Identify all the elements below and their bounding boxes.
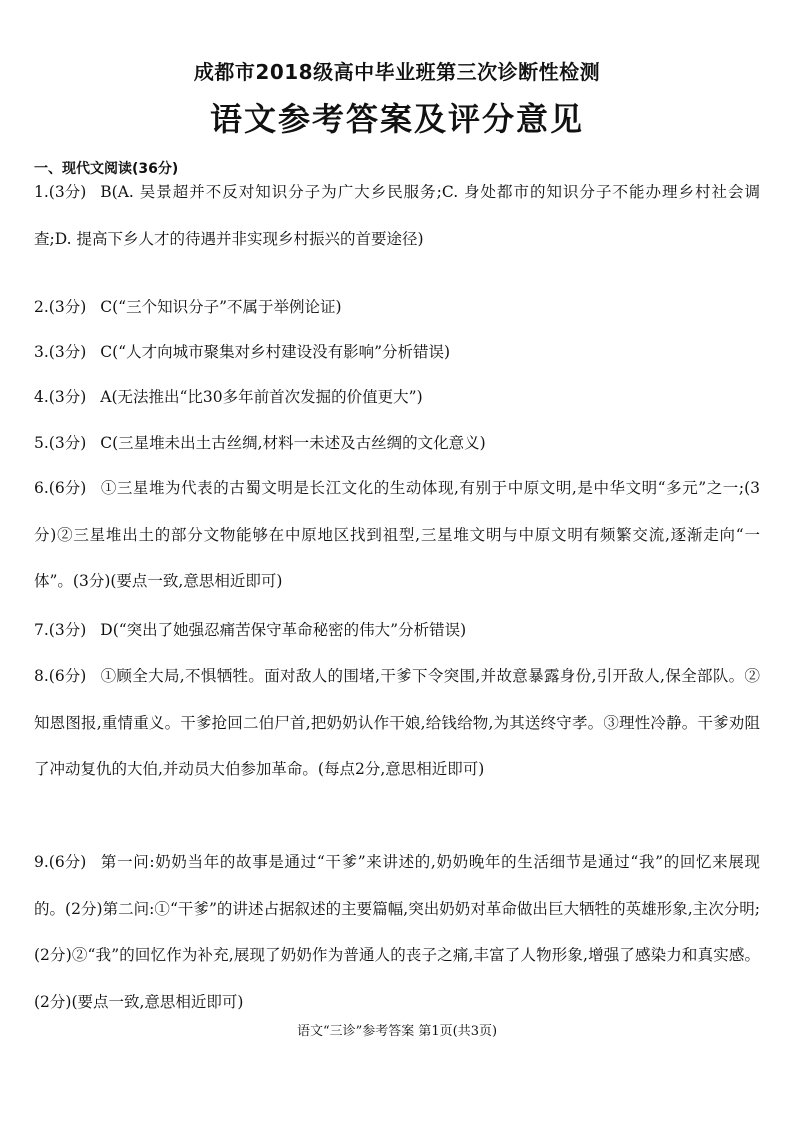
page-title: 语文参考答案及评分意见 <box>209 100 584 138</box>
answer-item-9 <box>34 839 760 1025</box>
exam-subtitle: 成都市2018级高中毕业班第三次诊断性检测 <box>193 60 601 84</box>
answer-item-1 <box>34 169 760 262</box>
item-text: C(三星堆未出土古丝绸,材料一未述及古丝绸的文化意义) <box>100 434 486 452</box>
item-text: D(“突出了她强忍痛苦保守革命秘密的伟大”分析错误) <box>100 621 467 639</box>
item-text: C(“三个知识分子”不属于举例论证) <box>100 298 342 316</box>
item-score: (6分) <box>48 853 87 871</box>
item-number: 6. <box>34 479 49 497</box>
item-text: 第一问:奶奶当年的故事是通过“干爹”来讲述的,奶奶晚年的生活细节是通过“我”的回忆来展现的。(2分)第二问:①“干爹”的讲述占据叙述的主要篇幅,突出奶奶对革命做出巨大牺牲的英雄形象,主次分明;(2分)②“我”的回忆作为补充,展现了奶奶作为普通人的丧子之痛,丰富了人物形象,增强了感染力和真实感。(2分)(要点一致,意思相近即可) <box>34 853 760 1011</box>
item-text: ①顾全大局,不惧牺牲。面对敌人的围堵,干爹下令突围,并故意暴露身份,引开敌人,保全部队。②知恩图报,重情重义。干爹抢回二伯尸首,把奶奶认作干娘,给钱给物,为其送终守孝。③理性冷静。干爹劝阻了冲动复仇的大伯,并动员大伯参加革命。(每点2分,意思相近即可) <box>34 667 760 778</box>
page-footer: 语文“三诊”参考答案 第1页(共3页) <box>296 1024 498 1039</box>
item-number: 2. <box>34 298 49 316</box>
answer-item-8 <box>34 653 760 793</box>
section-heading: 一、现代文阅读(36分) <box>34 161 179 177</box>
answer-item-5 <box>34 420 760 467</box>
item-text: ①三星堆为代表的古蜀文明是长江文化的生动体现,有别于中原文明,是中华文明“多元”之一;(3分)②三星堆出土的部分文物能够在中原地区找到祖型,三星堆文明与中原文明有频繁交流,逐渐走向“一体”。(3分)(要点一致,意思相近即可) <box>34 479 760 590</box>
answer-item-7 <box>34 607 760 654</box>
item-score: (6分) <box>48 479 87 497</box>
item-number: 3. <box>34 343 49 361</box>
item-number: 8. <box>34 667 49 685</box>
item-number: 5. <box>34 434 49 452</box>
item-score: (3分) <box>48 343 87 361</box>
answer-item-4 <box>34 374 760 421</box>
item-number: 4. <box>34 388 49 406</box>
item-score: (6分) <box>48 667 87 685</box>
item-score: (3分) <box>48 434 87 452</box>
answer-item-6 <box>34 465 760 605</box>
item-score: (3分) <box>48 183 87 201</box>
item-number: 9. <box>34 853 49 871</box>
item-number: 1. <box>34 183 49 201</box>
answer-item-3 <box>34 329 760 376</box>
item-text: A(无法推出“比30多年前首次发掘的价值更大”) <box>100 388 423 406</box>
item-number: 7. <box>34 621 49 639</box>
answer-item-2 <box>34 284 760 331</box>
item-score: (3分) <box>48 298 87 316</box>
item-score: (3分) <box>48 621 87 639</box>
item-score: (3分) <box>48 388 87 406</box>
item-text: C(“人才向城市聚集对乡村建设没有影响”分析错误) <box>100 343 451 361</box>
item-text: B(A. 吴景超并不反对知识分子为广大乡民服务;C. 身处都市的知识分子不能办理乡村社会调查;D. 提高下乡人才的待遇并非实现乡村振兴的首要途径) <box>34 183 760 248</box>
